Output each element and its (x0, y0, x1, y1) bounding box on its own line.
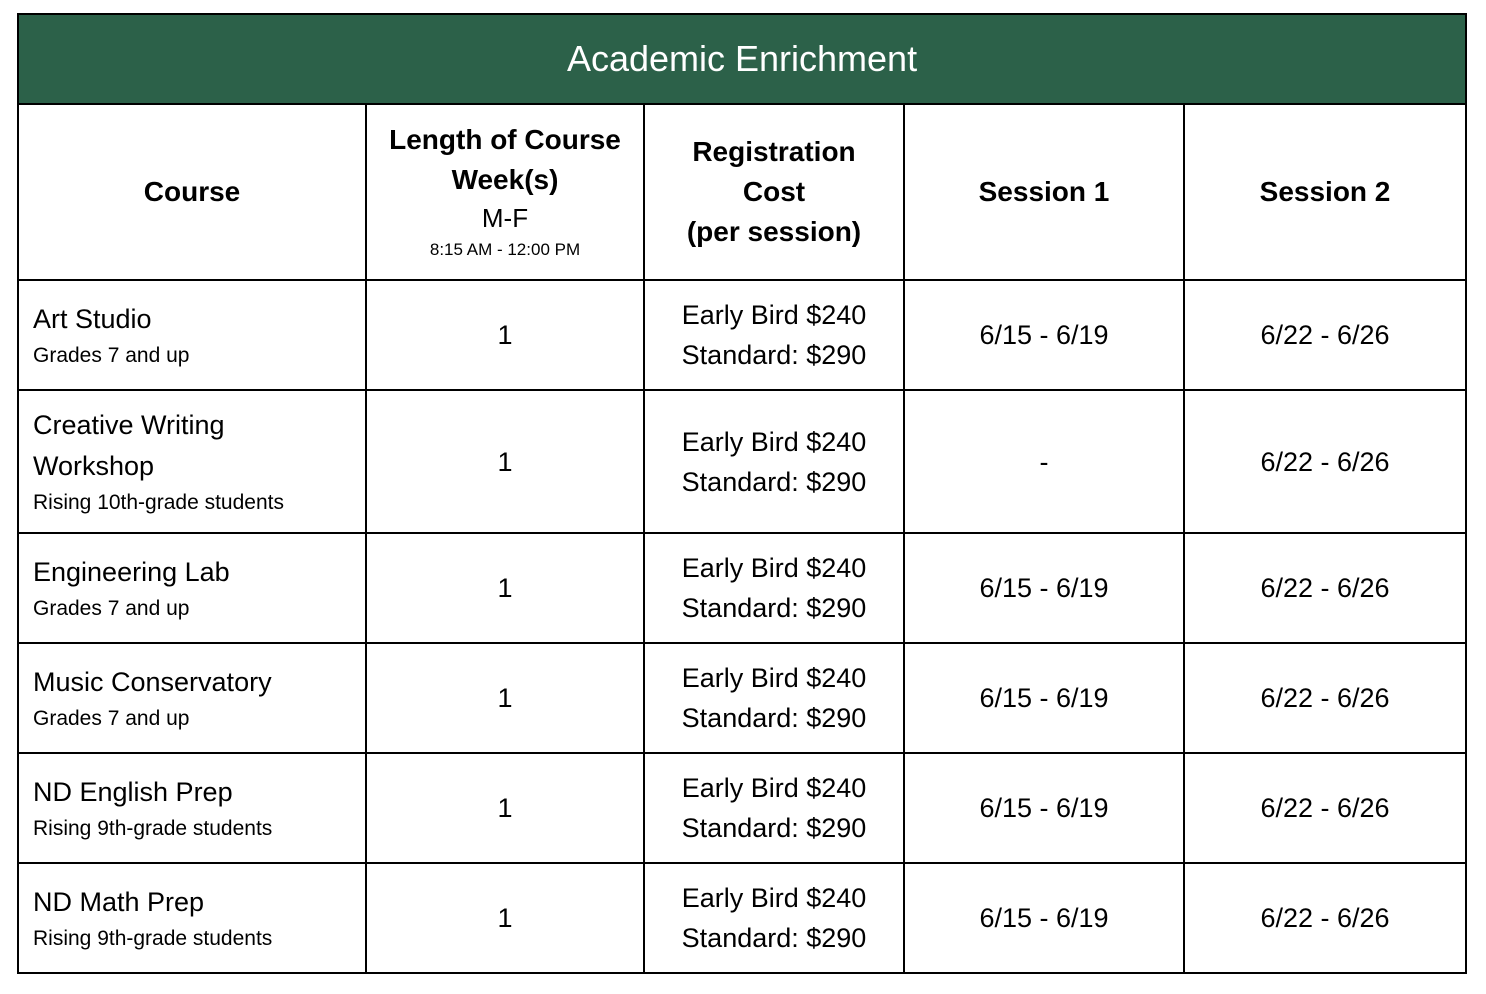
length-cell: 1 (366, 753, 644, 863)
cost-cell (644, 753, 904, 863)
table-row (18, 643, 1466, 753)
cost-cell (644, 863, 904, 973)
course-name: Music Conservatory (33, 666, 272, 697)
session2-cell: 6/22 - 6/26 (1184, 533, 1466, 643)
standard-cost: Standard: $290 (681, 340, 867, 370)
session2-cell: 6/22 - 6/26 (1184, 643, 1466, 753)
title-row (18, 14, 1466, 104)
session2-cell: 6/22 - 6/26 (1184, 753, 1466, 863)
standard-cost: Standard: $290 (681, 813, 867, 843)
early-bird-cost: Early Bird $240 (681, 883, 867, 913)
standard-cost: Standard: $290 (681, 923, 867, 953)
course-grade: Rising 9th-grade students (33, 926, 273, 950)
course-cell (18, 280, 366, 390)
early-bird-cost: Early Bird $240 (681, 426, 867, 457)
length-cell: 1 (366, 533, 644, 643)
session2-cell: 6/22 - 6/26 (1184, 863, 1466, 973)
early-bird-cost: Early Bird $240 (681, 663, 867, 693)
header-session2: Session 2 (1184, 104, 1466, 280)
header-length (366, 104, 644, 280)
session1-cell: 6/15 - 6/19 (904, 753, 1184, 863)
length-cell: 1 (366, 863, 644, 973)
table-row (18, 753, 1466, 863)
header-cost (644, 104, 904, 280)
course-grade: Grades 7 and up (33, 343, 190, 367)
header-cost-line2: Cost (742, 176, 806, 207)
standard-cost: Standard: $290 (681, 593, 867, 623)
course-cell (18, 753, 366, 863)
table-row (18, 533, 1466, 643)
early-bird-cost: Early Bird $240 (681, 773, 867, 803)
table-row (18, 863, 1466, 973)
session1-cell: 6/15 - 6/19 (904, 863, 1184, 973)
length-cell: 1 (366, 390, 644, 533)
session1-cell: 6/15 - 6/19 (904, 643, 1184, 753)
course-grade: Rising 9th-grade students (33, 816, 273, 840)
course-name: ND English Prep (33, 776, 233, 807)
standard-cost: Standard: $290 (681, 466, 867, 497)
cost-cell (644, 280, 904, 390)
course-cell (18, 390, 366, 533)
standard-cost: Standard: $290 (681, 703, 867, 733)
header-length-time: 8:15 AM - 12:00 PM (429, 240, 581, 259)
course-grade: Grades 7 and up (33, 706, 190, 730)
cost-cell (644, 533, 904, 643)
header-cost-line3: (per session) (686, 216, 862, 247)
course-name: Engineering Lab (33, 556, 230, 587)
course-name: Art Studio (33, 303, 152, 334)
table-title: Academic Enrichment (18, 14, 1466, 104)
table-row (18, 390, 1466, 533)
course-cell (18, 643, 366, 753)
header-length-line1: Length of Course (389, 124, 621, 155)
course-grade: Rising 10th-grade students (33, 490, 284, 514)
header-session1: Session 1 (904, 104, 1184, 280)
course-grade: Grades 7 and up (33, 596, 190, 620)
early-bird-cost: Early Bird $240 (681, 553, 867, 583)
length-cell: 1 (366, 643, 644, 753)
session1-cell: - (904, 390, 1184, 533)
session1-cell: 6/15 - 6/19 (904, 280, 1184, 390)
cost-cell (644, 643, 904, 753)
length-cell: 1 (366, 280, 644, 390)
enrichment-table (17, 13, 1467, 974)
course-name: ND Math Prep (33, 886, 205, 917)
table-row (18, 280, 1466, 390)
early-bird-cost: Early Bird $240 (681, 300, 867, 330)
enrichment-table-container (17, 13, 1465, 974)
session2-cell: 6/22 - 6/26 (1184, 280, 1466, 390)
cost-cell (644, 390, 904, 533)
session1-cell: 6/15 - 6/19 (904, 533, 1184, 643)
header-cost-line1: Registration (692, 136, 856, 167)
header-length-days: M-F (481, 203, 529, 233)
session2-cell: 6/22 - 6/26 (1184, 390, 1466, 533)
course-name: Creative Writing Workshop (33, 409, 225, 481)
header-course: Course (18, 104, 366, 280)
course-cell (18, 533, 366, 643)
course-cell (18, 863, 366, 973)
header-row (18, 104, 1466, 280)
header-length-line2: Week(s) (451, 164, 559, 195)
